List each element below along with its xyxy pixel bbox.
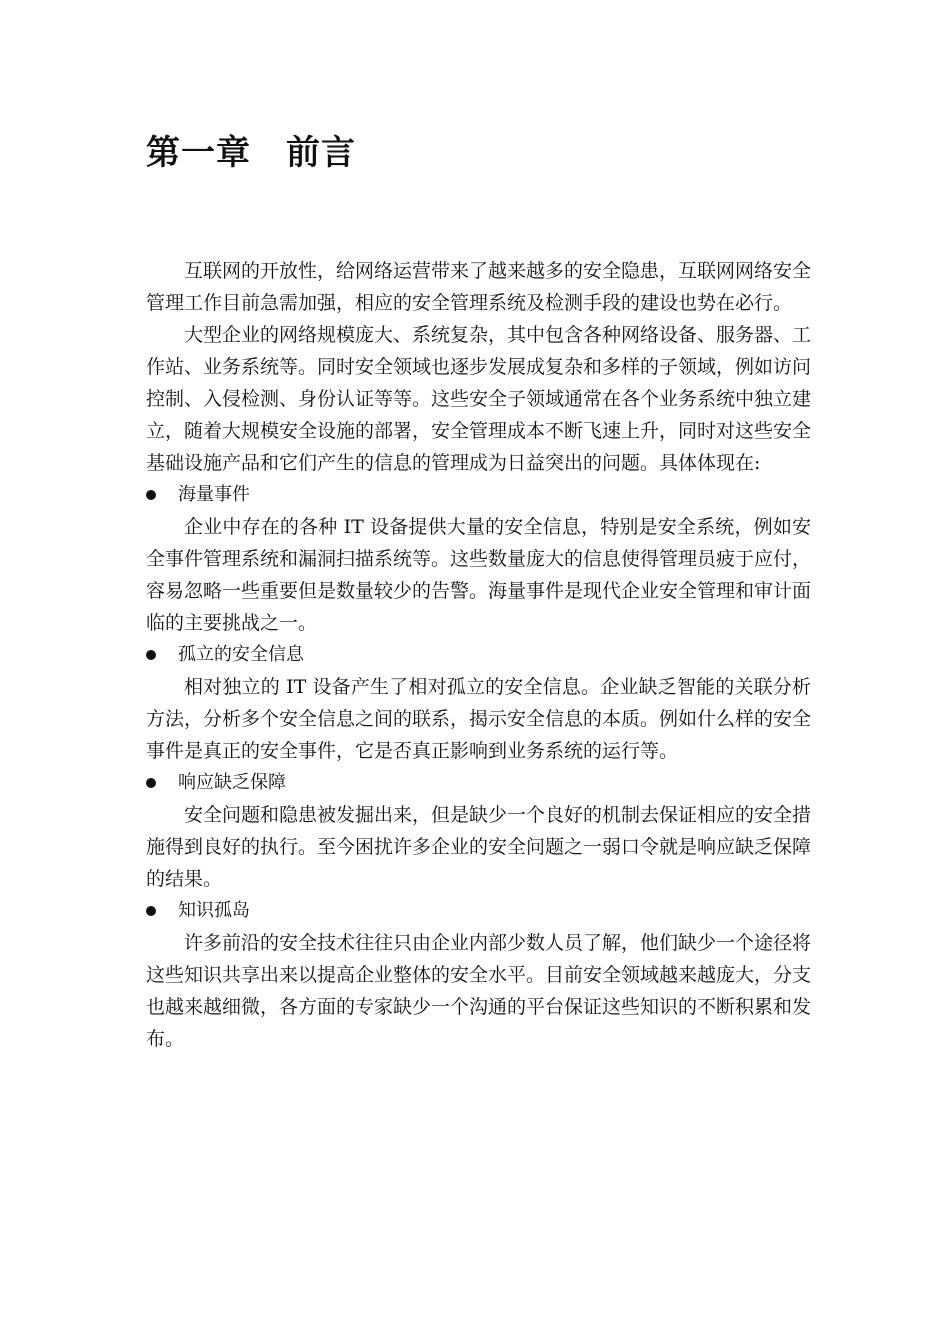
bullet-label: 海量事件 [178, 484, 250, 505]
intro-paragraph-2: 大型企业的网络规模庞大、系统复杂，其中包含各种网络设备、服务器、工作站、业务系统等。同时安全领域也逐步发展成复杂和多样的子领域，例如访问控制、入侵检测、身份认证等等。这些安全子领域通常在各个业务系统中独立建立，随着大规模安全设施的部署，安全管理成本不断飞速上升，同时对这些安全基础设施产品和它们产生的信息的管理成为日益突出的问题。具体体现在: [146, 324, 812, 474]
bullet-label: 孤立的安全信息 [178, 644, 304, 665]
section-paragraph: 相对独立的 IT 设备产生了相对孤立的安全信息。企业缺乏智能的关联分析方法，分析多个安全信息之间的联系，揭示安全信息的本质。例如什么样的安全事件是真正的安全事件，它是否真正影响到业务系统的运行等。 [146, 676, 812, 762]
bullet-dot-icon [146, 906, 156, 916]
document-body [146, 255, 811, 1055]
bullet-item-response [146, 767, 811, 799]
bullet-dot-icon [146, 490, 156, 500]
chapter-title: 第一章 前言 [146, 133, 356, 173]
bullet-label: 知识孤岛 [178, 900, 250, 921]
section-paragraph: 安全问题和隐患被发掘出来，但是缺少一个良好的机制去保证相应的安全措施得到良好的执行。至今困扰许多企业的安全问题之一弱口令就是响应缺乏保障的结果。 [146, 804, 812, 890]
bullet-item-massive-events [146, 479, 811, 511]
bullet-item-isolated-info [146, 639, 811, 671]
bullet-dot-icon [146, 650, 156, 660]
bullet-dot-icon [146, 778, 156, 788]
bullet-label: 响应缺乏保障 [178, 772, 286, 793]
section-paragraph: 企业中存在的各种 IT 设备提供大量的安全信息，特别是安全系统，例如安全事件管理系统和漏洞扫描系统等。这些数量庞大的信息使得管理员疲于应付，容易忽略一些重要但是数量较少的告警。海量事件是现代企业安全管理和审计面临的主要挑战之一。 [146, 516, 812, 634]
intro-paragraph-1: 互联网的开放性，给网络运营带来了越来越多的安全隐患，互联网网络安全管理工作目前急需加强，相应的安全管理系统及检测手段的建设也势在必行。 [146, 260, 812, 314]
bullet-item-knowledge-island [146, 895, 811, 927]
section-paragraph: 许多前沿的安全技术往往只由企业内部少数人员了解，他们缺少一个途径将这些知识共享出来以提高企业整体的安全水平。目前安全领域越来越庞大，分支也越来越细微，各方面的专家缺少一个沟通的平台保证这些知识的不断积累和发布。 [146, 932, 812, 1050]
